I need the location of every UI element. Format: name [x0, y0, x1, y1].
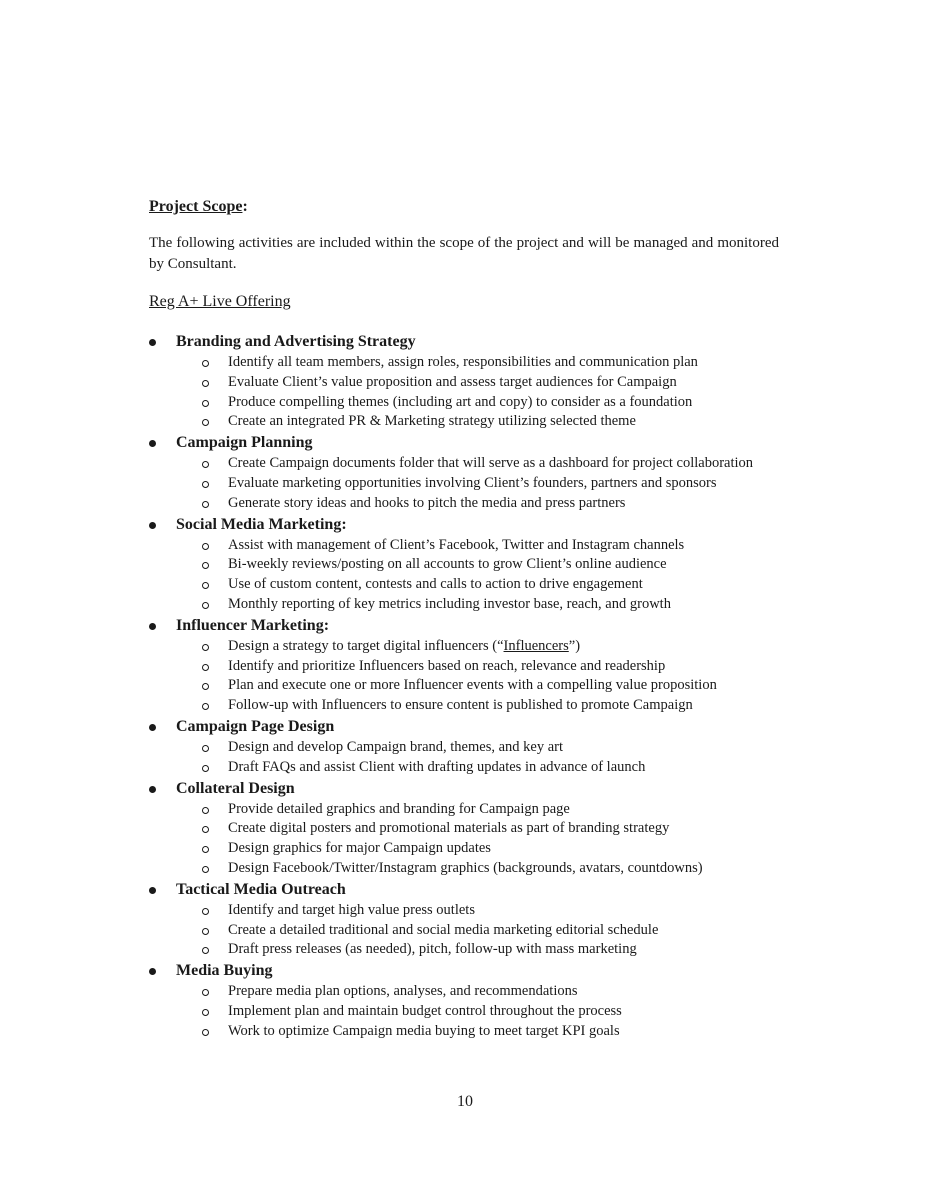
list-item-text: Produce compelling themes (including art and copy) to consider as a foundation: [228, 393, 693, 410]
section-title-text: Tactical Media Outreach: [176, 880, 346, 898]
list-item-text: Generate story ideas and hooks to pitch the media and press partners: [228, 494, 626, 511]
scope-section: [0, 615, 930, 716]
list-item-text: Identify all team members, assign roles, responsibilities and communication plan: [228, 354, 698, 370]
circle-bullet-icon: [202, 602, 209, 609]
list-item: [0, 1022, 778, 1042]
circle-bullet-icon: [202, 380, 209, 387]
circle-bullet-icon: [202, 481, 209, 488]
list-item: [0, 412, 778, 432]
list-item: [0, 373, 778, 393]
section-items: [0, 982, 930, 1041]
list-item: [0, 595, 778, 615]
list-item: [0, 921, 778, 941]
list-item: [0, 940, 778, 960]
scope-section: [0, 960, 930, 1041]
list-item: [0, 637, 778, 657]
circle-bullet-icon: [202, 360, 209, 367]
circle-bullet-icon: [202, 1029, 209, 1036]
bullet-icon: [149, 786, 156, 793]
section-items: [0, 738, 930, 778]
circle-bullet-icon: [202, 703, 209, 710]
section-title-text: Influencer Marketing:: [176, 616, 330, 634]
list-item-text: Design a strategy to target digital influencers (“Influencers”): [228, 637, 581, 654]
list-item: [0, 676, 778, 696]
list-item-text: Create Campaign documents folder that will serve as a dashboard for project collaboration: [228, 455, 754, 472]
section-title: [0, 432, 930, 454]
section-title-text: Collateral Design: [176, 779, 295, 797]
influencers-defined-term: Influencers: [503, 637, 569, 654]
section-items: [0, 536, 930, 615]
list-item-text: Monthly reporting of key metrics including investor base, reach, and growth: [228, 595, 671, 612]
circle-bullet-icon: [202, 1009, 209, 1016]
section-title: [0, 331, 930, 353]
scope-section: [0, 514, 930, 615]
section-title-text: Campaign Planning: [176, 434, 313, 452]
circle-bullet-icon: [202, 866, 209, 873]
bullet-icon: [149, 623, 156, 630]
section-items: [0, 454, 930, 513]
circle-bullet-icon: [202, 419, 209, 426]
list-item: [0, 901, 778, 921]
list-item: [0, 575, 778, 595]
bullet-icon: [149, 724, 156, 731]
list-item-text: Bi-weekly reviews/posting on all accounts to grow Client’s online audience: [228, 556, 667, 573]
list-item: [0, 819, 778, 839]
circle-bullet-icon: [202, 683, 209, 690]
list-item-text: Provide detailed graphics and branding for Campaign page: [228, 800, 570, 817]
project-scope-heading: [149, 198, 248, 216]
list-item-text: Create an integrated PR & Marketing strategy utilizing selected theme: [228, 413, 636, 430]
circle-bullet-icon: [202, 461, 209, 468]
scope-section: [0, 716, 930, 778]
list-item: [0, 454, 778, 474]
list-item: [0, 800, 778, 820]
section-title-text: Social Media Marketing:: [176, 515, 347, 533]
circle-bullet-icon: [202, 562, 209, 569]
list-item-text: Design and develop Campaign brand, themes, and key art: [228, 738, 564, 755]
bullet-icon: [149, 968, 156, 975]
circle-bullet-icon: [202, 501, 209, 508]
section-items: [0, 353, 930, 432]
bullet-icon: [149, 522, 156, 529]
circle-bullet-icon: [202, 807, 209, 814]
list-item-text: Create digital posters and promotional materials as part of branding strategy: [228, 820, 670, 837]
list-item: [0, 738, 778, 758]
list-item: [0, 982, 778, 1002]
circle-bullet-icon: [202, 947, 209, 954]
circle-bullet-icon: [202, 846, 209, 853]
circle-bullet-icon: [202, 400, 209, 407]
scope-section: [0, 778, 930, 879]
list-item-text: Evaluate marketing opportunities involving Client’s founders, partners and sponsors: [228, 474, 717, 491]
circle-bullet-icon: [202, 582, 209, 589]
bullet-icon: [149, 887, 156, 894]
section-title-text: Campaign Page Design: [176, 717, 335, 735]
circle-bullet-icon: [202, 543, 209, 550]
page-number: 10: [457, 1093, 473, 1110]
list-item: [0, 839, 778, 859]
circle-bullet-icon: [202, 908, 209, 915]
list-item: [0, 474, 778, 494]
list-item-text: Design Facebook/Twitter/Instagram graphics (backgrounds, avatars, countdowns): [228, 859, 703, 876]
scope-section: [0, 331, 930, 432]
list-item: [0, 696, 778, 716]
project-scope-heading-label: Project Scope: [149, 198, 243, 215]
list-item: [0, 657, 778, 677]
section-title: [0, 615, 930, 637]
list-item: [0, 1002, 778, 1022]
list-item-text: Use of custom content, contests and calls to action to drive engagement: [228, 576, 643, 593]
section-title: [0, 778, 930, 800]
section-title: [0, 716, 930, 738]
list-item-text: Draft press releases (as needed), pitch, follow-up with mass marketing: [228, 941, 637, 958]
list-item-text: Work to optimize Campaign media buying to meet target KPI goals: [228, 1022, 620, 1039]
list-item: [0, 536, 778, 556]
scope-section: [0, 879, 930, 960]
list-item-text: Implement plan and maintain budget control throughout the process: [228, 1002, 622, 1019]
list-item: [0, 494, 778, 514]
circle-bullet-icon: [202, 765, 209, 772]
list-item: [0, 555, 778, 575]
list-item: [0, 393, 778, 413]
circle-bullet-icon: [202, 928, 209, 935]
list-item-text: Design graphics for major Campaign updates: [228, 840, 491, 857]
list-item-text: Identify and prioritize Influencers based on reach, relevance and readership: [228, 657, 666, 674]
list-item-text: Assist with management of Client’s Facebook, Twitter and Instagram channels: [228, 536, 685, 553]
circle-bullet-icon: [202, 745, 209, 752]
bullet-icon: [149, 440, 156, 447]
list-item: [0, 758, 778, 778]
circle-bullet-icon: [202, 989, 209, 996]
circle-bullet-icon: [202, 644, 209, 651]
list-item: [0, 859, 778, 879]
list-item-text: Draft FAQs and assist Client with drafting updates in advance of launch: [228, 758, 646, 775]
circle-bullet-icon: [202, 664, 209, 671]
section-items: [0, 901, 930, 960]
list-item-text: Prepare media plan options, analyses, and recommendations: [228, 983, 578, 1000]
section-title: [0, 879, 930, 901]
offering-subheading: Reg A+ Live Offering: [149, 293, 291, 310]
section-items: [0, 637, 930, 716]
section-title: [0, 960, 930, 982]
list-item: [0, 353, 778, 373]
project-scope-heading-suffix: :: [242, 198, 248, 215]
bullet-icon: [149, 339, 156, 346]
list-item-text: Follow-up with Influencers to ensure content is published to promote Campaign: [228, 697, 693, 714]
list-item-text: Create a detailed traditional and social media marketing editorial schedule: [228, 921, 659, 938]
intro-paragraph: The following activities are included within the scope of the project and will be managed and monitored by Consultant.: [149, 235, 779, 272]
circle-bullet-icon: [202, 826, 209, 833]
section-title-text: Branding and Advertising Strategy: [176, 333, 416, 350]
scope-list: [0, 331, 930, 1042]
list-item-text: Evaluate Client’s value proposition and assess target audiences for Campaign: [228, 373, 677, 390]
section-title: [0, 514, 930, 536]
section-title-text: Media Buying: [176, 962, 273, 980]
list-item-text: Plan and execute one or more Influencer events with a compelling value proposition: [228, 677, 717, 694]
list-item-text: Identify and target high value press outlets: [228, 901, 475, 918]
section-items: [0, 800, 930, 879]
scope-section: [0, 432, 930, 513]
